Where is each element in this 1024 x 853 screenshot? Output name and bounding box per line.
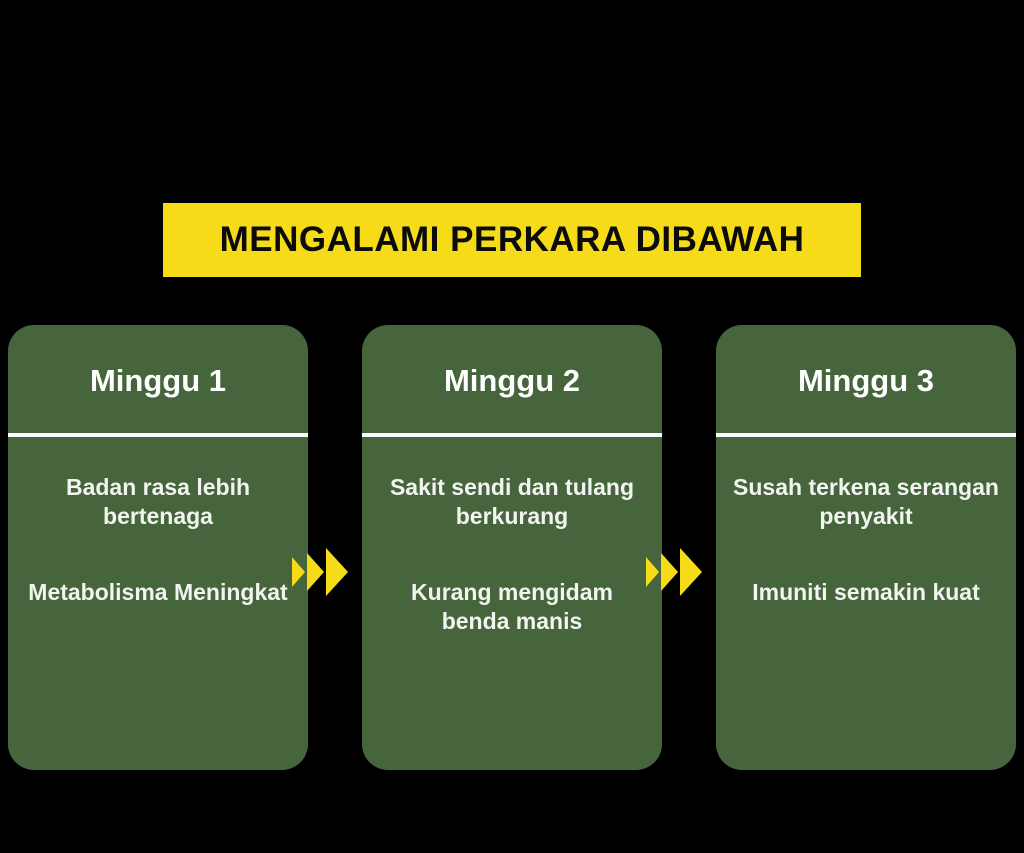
week-card-3 [716,325,1016,770]
week-card-2-body [362,437,662,637]
week-card-2-title: Minggu 2 [443,363,581,398]
arrow-week1-to-week2-icon [270,548,370,596]
arrow-week2-to-week3-icon [624,548,724,596]
week-card-1-body [8,437,308,607]
chevron-right-icon [680,548,702,596]
week-card-2-line-2: Kurang mengidam benda manis [411,578,613,635]
chevron-right-icon [292,557,305,587]
chevron-right-icon [326,548,348,596]
week-card-3-body [716,437,1016,607]
week-card-2-header [362,325,662,437]
week-card-3-title: Minggu 3 [797,363,935,398]
week-card-2 [362,325,662,770]
chevron-right-icon [661,553,678,591]
page-title: MENGALAMI PERKARA DIBAWAH [219,220,805,259]
title-banner [163,203,861,277]
week-card-1 [8,325,308,770]
week-card-3-line-1: Susah terkena serangan penyakit [733,474,999,530]
week-card-1-title: Minggu 1 [89,363,227,398]
week-card-3-header [716,325,1016,437]
week-card-1-header [8,325,308,437]
week-card-1-line-1: Badan rasa lebih bertenaga [65,474,251,530]
divider [8,433,308,437]
chevron-right-icon [646,557,659,587]
week-card-2-line-1: Sakit sendi dan tulang berkurang [389,474,635,530]
week-card-1-line-2: Metabolisma Meningkat [28,578,288,605]
divider [362,433,662,437]
divider [716,433,1016,437]
chevron-right-icon [307,553,324,591]
week-card-3-line-2: Imuniti semakin kuat [752,578,980,605]
